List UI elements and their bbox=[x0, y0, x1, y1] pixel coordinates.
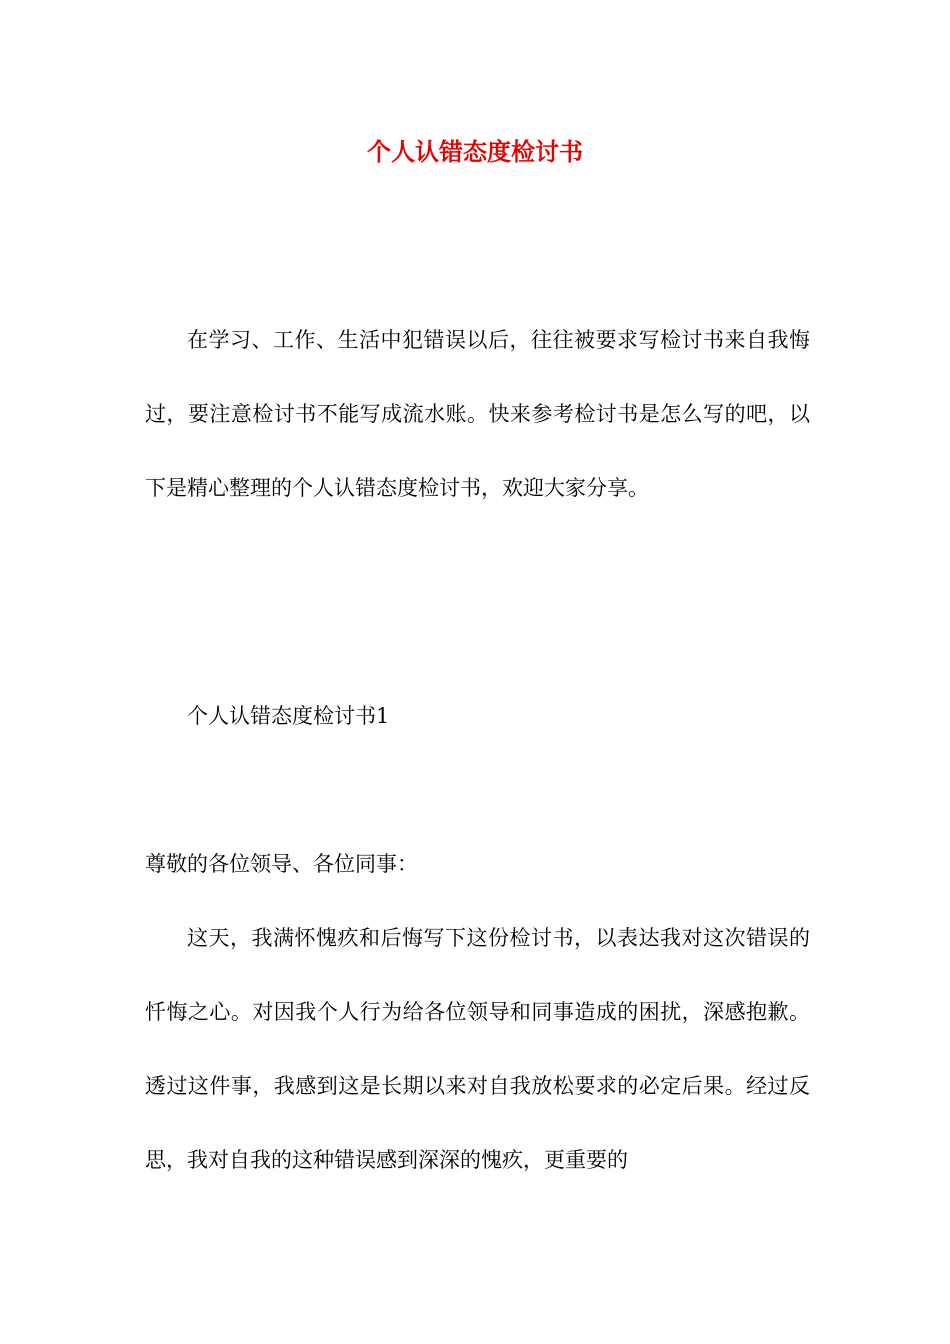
section-heading: 个人认错态度检讨书1 bbox=[187, 704, 390, 728]
document-title: 个人认错态度检讨书 bbox=[367, 137, 583, 166]
body-paragraph: 这天，我满怀愧疚和后悔写下这份检讨书，以表达我对这次错误的忏悔之心。对因我个人行为给各位领导和同事造成的困扰，深感抱歉。透过这件事，我感到这是长期以来对自我放松要求的必定后果。经过反思，我对自我的这种错误感到深深的愧疚，更重要的 bbox=[145, 926, 810, 1172]
salutation: 尊敬的各位领导、各位同事： bbox=[145, 852, 418, 876]
intro-paragraph: 在学习、工作、生活中犯错误以后，往往被要求写检讨书来自我悔过，要注意检讨书不能写成流水账。快来参考检讨书是怎么写的吧，以下是精心整理的个人认错态度检讨书，欢迎大家分享。 bbox=[145, 328, 810, 500]
